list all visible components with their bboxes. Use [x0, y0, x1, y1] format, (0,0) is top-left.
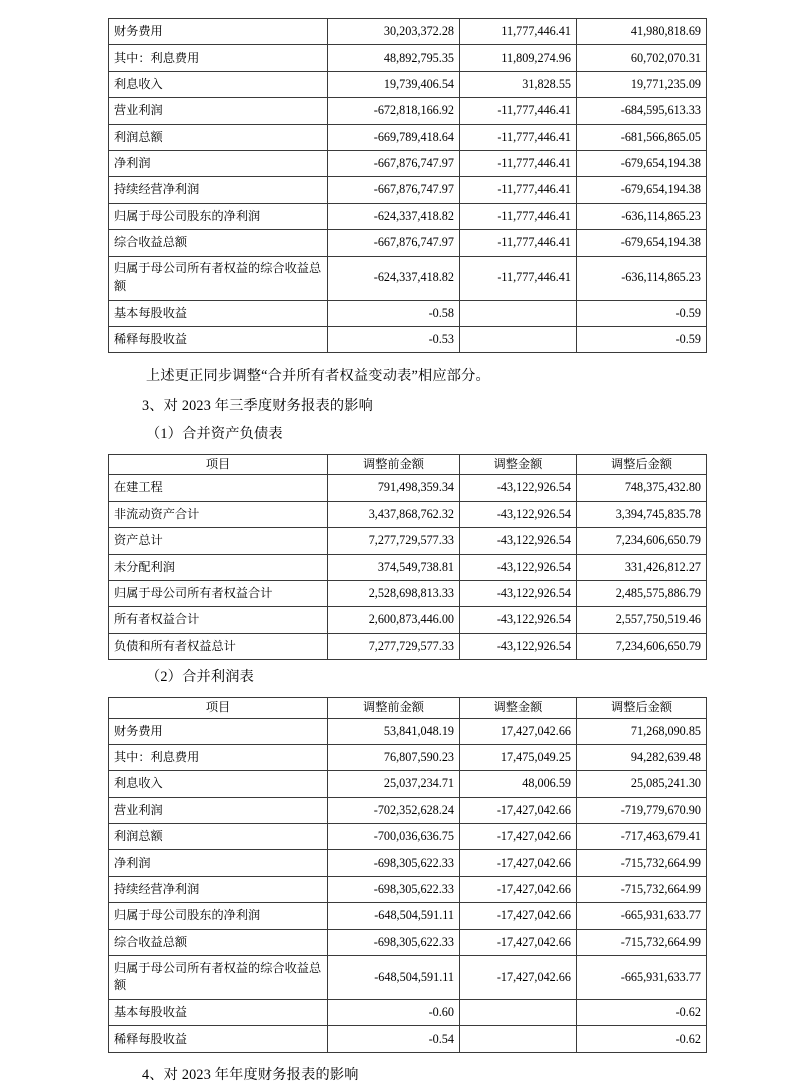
table-row: [109, 1000, 707, 1026]
table-row: [109, 256, 707, 300]
row-amount-adjustment: -43,122,926.54: [460, 607, 577, 633]
row-amount-adjustment: -11,777,446.41: [460, 256, 577, 300]
table-row: [109, 150, 707, 176]
row-amount-adjustment: [460, 300, 577, 326]
row-item-label: 非流动资产合计: [109, 501, 328, 527]
row-amount-adjustment: -17,427,042.66: [460, 876, 577, 902]
row-amount-adjustment: [460, 1000, 577, 1026]
row-amount-after: -715,732,664.99: [577, 876, 707, 902]
row-amount-adjustment: [460, 326, 577, 352]
table-row: [109, 71, 707, 97]
row-amount-after: 60,702,070.31: [577, 45, 707, 71]
row-item-label: 基本每股收益: [109, 1000, 328, 1026]
row-amount-adjustment: 11,809,274.96: [460, 45, 577, 71]
row-amount-after: 19,771,235.09: [577, 71, 707, 97]
row-amount-after: 94,282,639.48: [577, 744, 707, 770]
table-row: [109, 475, 707, 501]
row-amount-before: -669,789,418.64: [328, 124, 460, 150]
row-amount-before: 7,277,729,577.33: [328, 528, 460, 554]
table3-col-before: 调整前金额: [328, 698, 460, 718]
row-item-label: 其中：利息费用: [109, 744, 328, 770]
row-amount-after: -719,779,670.90: [577, 797, 707, 823]
row-amount-after: -715,732,664.99: [577, 850, 707, 876]
table-row: [109, 607, 707, 633]
row-item-label: 负债和所有者权益总计: [109, 633, 328, 659]
row-amount-after: -679,654,194.38: [577, 230, 707, 256]
table-row: [109, 850, 707, 876]
row-amount-before: 76,807,590.23: [328, 744, 460, 770]
row-amount-before: -648,504,591.11: [328, 903, 460, 929]
row-item-label: [109, 956, 328, 1000]
row-amount-before: 3,437,868,762.32: [328, 501, 460, 527]
section-heading-3: 3、对 2023 年三季度财务报表的影响: [142, 397, 374, 414]
table-row: [109, 98, 707, 124]
row-amount-after: -636,114,865.23: [577, 203, 707, 229]
row-amount-before: -667,876,747.97: [328, 150, 460, 176]
row-amount-before: 19,739,406.54: [328, 71, 460, 97]
row-item-label: 未分配利润: [109, 554, 328, 580]
table-row: [109, 580, 707, 606]
row-amount-before: 25,037,234.71: [328, 771, 460, 797]
row-amount-after: -0.62: [577, 1000, 707, 1026]
row-item-label: 利息收入: [109, 771, 328, 797]
row-item-label: 营业利润: [109, 98, 328, 124]
row-item-label: 资产总计: [109, 528, 328, 554]
row-amount-before: 48,892,795.35: [328, 45, 460, 71]
row-item-label: 财务费用: [109, 19, 328, 45]
table-row: [109, 19, 707, 45]
row-amount-after: -0.62: [577, 1026, 707, 1052]
table2-header-row: [109, 455, 707, 475]
row-amount-before: -698,305,622.33: [328, 876, 460, 902]
row-item-label: 利润总额: [109, 124, 328, 150]
row-item-label: 所有者权益合计: [109, 607, 328, 633]
row-amount-after: -681,566,865.05: [577, 124, 707, 150]
row-amount-before: 7,277,729,577.33: [328, 633, 460, 659]
row-amount-adjustment: 48,006.59: [460, 771, 577, 797]
row-item-label: 净利润: [109, 850, 328, 876]
row-amount-adjustment: [460, 1026, 577, 1052]
row-item-label: 基本每股收益: [109, 300, 328, 326]
row-amount-adjustment: -43,122,926.54: [460, 501, 577, 527]
row-amount-adjustment: -11,777,446.41: [460, 177, 577, 203]
row-amount-before: -672,818,166.92: [328, 98, 460, 124]
subsection-heading-3-2: （2）合并利润表: [146, 669, 255, 686]
row-amount-before: -667,876,747.97: [328, 177, 460, 203]
row-item-label: 归属于母公司股东的净利润: [109, 903, 328, 929]
row-amount-before: -698,305,622.33: [328, 850, 460, 876]
table2-col-item: 项目: [109, 455, 328, 475]
table-row: [109, 501, 707, 527]
row-amount-adjustment: -11,777,446.41: [460, 150, 577, 176]
row-item-label: 其中：利息费用: [109, 45, 328, 71]
table2-col-before: 调整前金额: [328, 455, 460, 475]
row-item-label: 归属于母公司所有者权益合计: [109, 580, 328, 606]
table1-body: [109, 19, 707, 353]
row-amount-adjustment: -43,122,926.54: [460, 475, 577, 501]
row-amount-adjustment: -43,122,926.54: [460, 580, 577, 606]
row-amount-adjustment: 11,777,446.41: [460, 19, 577, 45]
row-item-label: 综合收益总额: [109, 929, 328, 955]
table-row: [109, 824, 707, 850]
row-amount-before: -667,876,747.97: [328, 230, 460, 256]
table3-header-row: [109, 698, 707, 718]
row-amount-after: 41,980,818.69: [577, 19, 707, 45]
row-amount-after: 25,085,241.30: [577, 771, 707, 797]
row-amount-before: -702,352,628.24: [328, 797, 460, 823]
row-amount-adjustment: -43,122,926.54: [460, 633, 577, 659]
row-amount-before: -698,305,622.33: [328, 929, 460, 955]
table-row: [109, 528, 707, 554]
table-prior-period-income-statement: [108, 18, 707, 353]
row-amount-adjustment: -11,777,446.41: [460, 98, 577, 124]
row-amount-after: -679,654,194.38: [577, 177, 707, 203]
row-item-label-text: 归属于母公司所有者权益的综合收益总额: [114, 960, 322, 993]
row-amount-after: -0.59: [577, 326, 707, 352]
table3-body: [109, 718, 707, 1052]
row-amount-before: 791,498,359.34: [328, 475, 460, 501]
note-equity-change-paragraph: 上述更正同步调整“合并所有者权益变动表”相应部分。: [146, 368, 490, 385]
row-amount-before: 2,528,698,813.33: [328, 580, 460, 606]
row-amount-adjustment: -17,427,042.66: [460, 797, 577, 823]
table-row: [109, 230, 707, 256]
table2-head: [109, 455, 707, 475]
subsection-heading-3-1: （1）合并资产负债表: [146, 425, 283, 442]
table-row: [109, 124, 707, 150]
row-item-label: 财务费用: [109, 718, 328, 744]
row-item-label: 利润总额: [109, 824, 328, 850]
row-amount-before: -624,337,418.82: [328, 256, 460, 300]
row-item-label: [109, 256, 328, 300]
row-item-label-text: 归属于母公司所有者权益的综合收益总额: [114, 261, 322, 293]
row-amount-after: 2,485,575,886.79: [577, 580, 707, 606]
row-amount-after: -665,931,633.77: [577, 956, 707, 1000]
table3-head: [109, 698, 707, 718]
row-amount-before: -700,036,636.75: [328, 824, 460, 850]
table2-col-adj: 调整金额: [460, 455, 577, 475]
row-amount-adjustment: 17,475,049.25: [460, 744, 577, 770]
row-amount-after: -665,931,633.77: [577, 903, 707, 929]
row-item-label: 持续经营净利润: [109, 876, 328, 902]
row-amount-adjustment: 31,828.55: [460, 71, 577, 97]
row-amount-after: 71,268,090.85: [577, 718, 707, 744]
row-item-label: 净利润: [109, 150, 328, 176]
table-row: [109, 929, 707, 955]
row-amount-adjustment: -11,777,446.41: [460, 230, 577, 256]
row-amount-adjustment: 17,427,042.66: [460, 718, 577, 744]
row-amount-before: -0.60: [328, 1000, 460, 1026]
row-amount-adjustment: -11,777,446.41: [460, 124, 577, 150]
row-amount-after: -636,114,865.23: [577, 256, 707, 300]
table3-col-adj: 调整金额: [460, 698, 577, 718]
table-row: [109, 300, 707, 326]
row-amount-before: 2,600,873,446.00: [328, 607, 460, 633]
row-amount-after: -717,463,679.41: [577, 824, 707, 850]
table-row: [109, 744, 707, 770]
table-row: [109, 771, 707, 797]
row-amount-after: 748,375,432.80: [577, 475, 707, 501]
table-row: [109, 326, 707, 352]
row-amount-after: 7,234,606,650.79: [577, 528, 707, 554]
row-amount-after: -0.59: [577, 300, 707, 326]
section-heading-4: 4、对 2023 年年度财务报表的影响: [142, 1066, 359, 1083]
row-amount-after: 7,234,606,650.79: [577, 633, 707, 659]
row-item-label: 持续经营净利润: [109, 177, 328, 203]
row-amount-before: -0.58: [328, 300, 460, 326]
row-amount-adjustment: -43,122,926.54: [460, 528, 577, 554]
table-consolidated-income-statement: [108, 697, 707, 1052]
table3-col-after: 调整后金额: [577, 698, 707, 718]
row-amount-adjustment: -17,427,042.66: [460, 824, 577, 850]
table-row: [109, 718, 707, 744]
row-amount-adjustment: -17,427,042.66: [460, 903, 577, 929]
row-amount-before: -0.54: [328, 1026, 460, 1052]
table-consolidated-balance-sheet: [108, 454, 707, 660]
table-row: [109, 1026, 707, 1052]
table-row: [109, 554, 707, 580]
row-amount-adjustment: -11,777,446.41: [460, 203, 577, 229]
table-row: [109, 903, 707, 929]
row-amount-adjustment: -43,122,926.54: [460, 554, 577, 580]
table-row: [109, 797, 707, 823]
table2-body: [109, 475, 707, 660]
row-amount-after: 2,557,750,519.46: [577, 607, 707, 633]
row-amount-after: -715,732,664.99: [577, 929, 707, 955]
row-amount-before: -0.53: [328, 326, 460, 352]
table3-col-item: 项目: [109, 698, 328, 718]
table-row: [109, 45, 707, 71]
table-row: [109, 203, 707, 229]
row-item-label: 利息收入: [109, 71, 328, 97]
row-amount-after: -679,654,194.38: [577, 150, 707, 176]
row-item-label: 在建工程: [109, 475, 328, 501]
document-content: [108, 18, 701, 1086]
row-amount-before: 374,549,738.81: [328, 554, 460, 580]
table-row: [109, 876, 707, 902]
row-amount-after: 331,426,812.27: [577, 554, 707, 580]
row-item-label: 稀释每股收益: [109, 1026, 328, 1052]
row-amount-adjustment: -17,427,042.66: [460, 929, 577, 955]
table-row: [109, 633, 707, 659]
row-item-label: 综合收益总额: [109, 230, 328, 256]
row-amount-before: 53,841,048.19: [328, 718, 460, 744]
table-row: [109, 956, 707, 1000]
row-item-label: 稀释每股收益: [109, 326, 328, 352]
row-amount-adjustment: -17,427,042.66: [460, 850, 577, 876]
row-item-label: 归属于母公司股东的净利润: [109, 203, 328, 229]
table-row: [109, 177, 707, 203]
row-amount-after: -684,595,613.33: [577, 98, 707, 124]
row-amount-after: 3,394,745,835.78: [577, 501, 707, 527]
table2-col-after: 调整后金额: [577, 455, 707, 475]
row-amount-before: 30,203,372.28: [328, 19, 460, 45]
row-amount-adjustment: -17,427,042.66: [460, 956, 577, 1000]
row-item-label: 营业利润: [109, 797, 328, 823]
row-amount-before: -648,504,591.11: [328, 956, 460, 1000]
row-amount-before: -624,337,418.82: [328, 203, 460, 229]
